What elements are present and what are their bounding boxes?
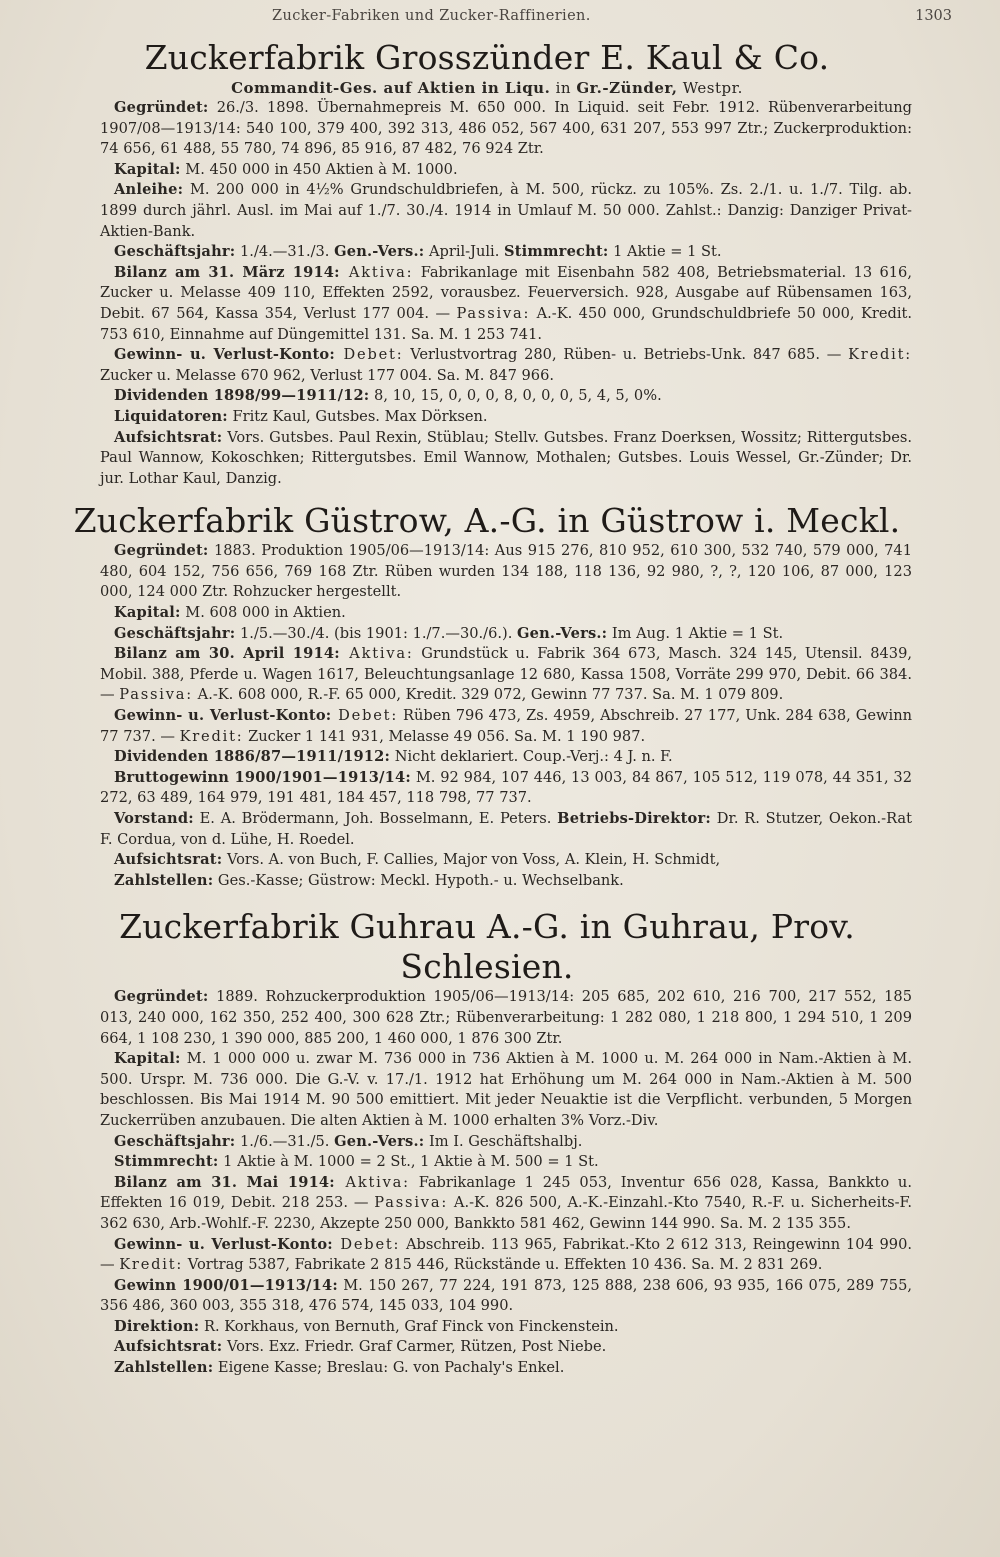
label: Stimmrecht:	[114, 1153, 219, 1171]
passiva-label: Passiva:	[374, 1194, 449, 1212]
label: Gewinn- u. Verlust-Konto:	[114, 707, 332, 725]
text: M. 200 000 in 4½% Grundschuldbriefen, à M. 500, rückz. zu 105%. Zs. 2./1. u. 1./7. Tilg. ab. 1899 durch jährl. Ausl. im Mai auf 1./7. 30./4. 1914 in Umlauf M. 50 000. Zahlst.: Danzig: Danziger Privat-Aktien-Bank.	[100, 181, 912, 240]
text: M. 92 984, 107 446, 13 003, 84 867, 105 512, 119 078, 44 351, 32 272, 63 489, 164 979, 191 481, 184 457, 118 798, 77 737.	[100, 768, 912, 807]
label: Zahlstellen:	[114, 1359, 214, 1377]
label: Betriebs-Direktor:	[557, 810, 711, 827]
para-kapital	[62, 160, 912, 181]
text: Grundstück u. Fabrik 364 673, Masch. 324 145, Utensil. 8439, Mobil. 388, Pferde u. Wagen 1617, Beleuchtungsanlage 12 680, Kassa 1508, Vorräte 299 970, Debit. 66 384. —	[100, 645, 912, 704]
text: Eigene Kasse; Breslau: G. von Pachaly's Enkel.	[213, 1359, 565, 1377]
text: A.-K. 450 000, Grundschuldbriefe 50 000, Kredit. 753 610, Einnahme auf Düngemittel 131. Sa. M. 1 253 741.	[100, 304, 912, 343]
text: Zucker 1 141 931, Melasse 49 056. Sa. M. 1 190 987.	[243, 727, 646, 745]
text: Im I. Geschäftshalbj.	[424, 1132, 583, 1150]
text: April-Juli.	[424, 243, 504, 261]
label: Geschäftsjahr:	[114, 624, 236, 642]
text: 1889. Rohzuckerproduktion 1905/06—1913/14: 205 685, 202 610, 216 700, 217 552, 185 013, 240 000, 162 350, 252 400, 300 628 Ztr.; Rübenverarbeitung: 1 282 080, 1 218 800, 1 294 510, 1 209 664, 1 108 230, 1 390 000, 885 200, 1 460 000, 1 876 300 Ztr.	[100, 988, 912, 1047]
label: Gewinn- u. Verlust-Konto:	[114, 1235, 333, 1253]
aktiva-label: Aktiva:	[339, 263, 414, 281]
text: 1./6.—31./5.	[235, 1132, 335, 1150]
para-bilanz	[62, 1173, 912, 1235]
text: Verlustvortrag 280, Rüben- u. Betriebs-Unk. 847 685. —	[403, 346, 849, 364]
text: 1 Aktie à M. 1000 = 2 St., 1 Aktie à M. 500 = 1 St.	[218, 1153, 599, 1171]
label: Kapital:	[114, 1050, 181, 1068]
para-gewinn-verlust	[62, 345, 912, 386]
para-dividenden	[62, 386, 912, 407]
para-kapital	[62, 1049, 912, 1131]
kredit-label: Kredit:	[119, 1256, 184, 1274]
para-aufsichtsrat	[62, 1337, 912, 1358]
para-dividenden	[62, 747, 912, 768]
passiva-label: Passiva:	[456, 304, 531, 322]
text: Im Aug. 1 Aktie = 1 St.	[607, 624, 784, 642]
entry-title: Zuckerfabrik Güstrow, A.-G. in Güstrow i. Meckl.	[73, 501, 901, 541]
kredit-label: Kredit:	[179, 727, 244, 745]
para-gegruendet	[62, 98, 912, 160]
text: 1./5.—30./4. (bis 1901: 1./7.—30./6.).	[235, 624, 517, 642]
label: Kapital:	[114, 604, 181, 622]
para-gegruendet	[62, 987, 912, 1049]
para-gewinn-verlust	[62, 1235, 912, 1276]
text: Dr. R. Stutzer, Oekon.-Rat F. Cordua, von d. Lühe, H. Roedel.	[100, 810, 912, 848]
label: Aufsichtsrat:	[114, 1338, 223, 1356]
para-bilanz	[62, 263, 912, 345]
legal-form: Commandit-Ges. auf Aktien in Liqu.	[231, 79, 551, 97]
text: R. Korkhaus, von Bernuth, Graf Finck von Finckenstein.	[199, 1317, 619, 1335]
entry-title	[62, 907, 912, 987]
text: Vors. A. von Buch, F. Callies, Major von Voss, A. Klein, H. Schmidt,	[222, 851, 721, 869]
para-kapital	[62, 603, 912, 624]
label: Gegründet:	[114, 988, 209, 1006]
text: 26./3. 1898. Übernahmepreis M. 650 000. In Liquid. seit Febr. 1912. Rübenverarbeitung 1907/08—1913/14: 540 100, 379 400, 392 313, 486 052, 567 400, 631 207, 553 997 Ztr.; Zuckerproduktion: 74 656, 61 488, 55 780, 74 896, 85 916, 87 482, 76 924 Ztr.	[100, 99, 912, 158]
entry-title: Zuckerfabrik Grosszünder E. Kaul & Co.	[144, 38, 830, 77]
para-liquidatoren	[62, 407, 912, 428]
label: Bilanz am 31. März 1914:	[114, 263, 340, 281]
para-gewinn-verlust	[62, 706, 912, 747]
running-title: Zucker-Fabriken und Zucker-Raffinerien.	[272, 8, 591, 24]
label: Zahlstellen:	[114, 871, 214, 889]
para-geschaeftsjahr	[62, 624, 912, 645]
label: Bilanz am 31. Mai 1914:	[114, 1173, 335, 1191]
label: Vorstand:	[114, 810, 194, 827]
text: E. A. Brödermann, Joh. Bosselmann, E. Peters.	[193, 810, 558, 827]
passiva-label: Passiva:	[119, 686, 194, 704]
text: Vortrag 5387, Fabrikate 2 815 446, Rückstände u. Effekten 10 436. Sa. M. 2 831 269.	[183, 1256, 823, 1274]
label: Gewinn- u. Verlust-Konto:	[114, 346, 335, 364]
label: Dividenden 1886/87—1911/1912:	[114, 748, 391, 766]
text: A.-K. 608 000, R.-F. 65 000, Kredit. 329 072, Gewinn 77 737. Sa. M. 1 079 809.	[193, 686, 784, 704]
subtitle-place: Gr.-Zünder,	[576, 79, 678, 97]
debet-label: Debet:	[334, 346, 404, 364]
kredit-label: Kredit:	[848, 346, 912, 364]
entry-guestrow	[62, 501, 912, 891]
title-main: Zuckerfabrik Guhrau A.-G. in Guhrau,	[119, 907, 761, 947]
para-bruttogewinn	[62, 768, 912, 809]
para-zahlstellen	[62, 1358, 912, 1379]
para-anleihe	[62, 180, 912, 242]
aktiva-label: Aktiva:	[334, 1173, 410, 1191]
text: Fritz Kaul, Gutsbes. Max Dörksen.	[227, 407, 488, 425]
text: M. 608 000 in Aktien.	[180, 604, 346, 622]
para-aufsichtsrat	[62, 428, 912, 490]
para-geschaeftsjahr	[62, 1132, 912, 1153]
label: Kapital:	[114, 160, 181, 178]
text: Ges.-Kasse; Güstrow: Meckl. Hypoth.- u. Wechselbank.	[213, 871, 624, 889]
text: Rüben 796 473, Zs. 4959, Abschreib. 27 177, Unk. 284 638, Gewinn 77 737. —	[100, 707, 912, 745]
label: Dividenden 1898/99—1911/12:	[114, 387, 370, 405]
text: Zucker u. Melasse 670 962, Verlust 177 004. Sa. M. 847 966.	[100, 366, 554, 384]
para-zahlstellen	[62, 871, 912, 892]
title-tail: Prov. Schlesien.	[400, 907, 855, 987]
para-aufsichtsrat	[62, 850, 912, 871]
text: 1./4.—31./3.	[235, 243, 335, 261]
subtitle-in: in	[550, 79, 577, 97]
label: Direktion:	[114, 1317, 200, 1335]
label: Aufsichtsrat:	[114, 428, 223, 446]
debet-label: Debet:	[331, 707, 399, 725]
label: Liquidatoren:	[114, 407, 228, 425]
text: 1883. Produktion 1905/06—1913/14: Aus 915 276, 810 952, 610 300, 532 740, 579 000, 741 480, 604 152, 756 656, 769 168 Ztr. Rüben wurden 134 188, 118 136, 92 980, ?, ?, 120 106, 87 000, 123 000, 124 000 Ztr. Rohzucker hergestellt.	[100, 542, 912, 601]
label: Gen.-Vers.:	[334, 1132, 425, 1150]
text: M. 1 000 000 u. zwar M. 736 000 in 736 Aktien à M. 1000 u. M. 264 000 in Nam.-Aktien à M. 500. Urspr. M. 736 000. Die G.-V. v. 17./1. 1912 hat Erhöhung um M. 264 000 in Nam.-Aktien à M. 500 beschlossen. Bis Mai 1914 M. 90 500 emittiert. Mit jeder Neuaktie ist die Verpflicht. verbunden, 5 Morgen Zuckerrüben anzubauen. Die alten Aktien à M. 1000 erhalten 3% Vorz.-Div.	[100, 1050, 912, 1129]
label: Gen.-Vers.:	[516, 624, 608, 642]
text: Fabrikanlage 1 245 053, Inventur 656 028, Kassa, Bankkto u. Effekten 16 019, Debit. 218 253. —	[100, 1173, 912, 1212]
para-stimmrecht	[62, 1152, 912, 1173]
text: Abschreib. 113 965, Fabrikat.-Kto 2 612 313, Reingewinn 104 990. —	[100, 1235, 912, 1274]
label: Geschäftsjahr:	[114, 243, 236, 261]
label: Gegründet:	[114, 542, 209, 560]
para-vorstand	[62, 809, 912, 850]
entry-subtitle	[62, 78, 912, 98]
debet-label: Debet:	[332, 1235, 401, 1253]
label: Aufsichtsrat:	[114, 851, 223, 869]
page-number: 1303	[915, 8, 952, 24]
para-geschaeftsjahr	[62, 242, 912, 263]
label: Stimmrecht:	[503, 243, 609, 261]
running-header	[62, 0, 952, 38]
label: Anleihe:	[114, 181, 184, 199]
text: A.-K. 826 500, A.-K.-Einzahl.-Kto 7540, R.-F. u. Sicherheits-F. 362 630, Arb.-Wohlf.-F. 2230, Akzepte 250 000, Bankkto 581 462, Gewinn 144 990. Sa. M. 2 135 355.	[100, 1194, 913, 1232]
label: Bruttogewinn 1900/1901—1913/14:	[114, 768, 411, 786]
text: Nicht deklariert. Coup.-Verj.: 4 J. n. F.	[390, 748, 673, 766]
para-gegruendet	[62, 541, 912, 603]
text: Fabrikanlage mit Eisenbahn 582 408, Betriebsmaterial. 13 616, Zucker u. Melasse 409 110, Effekten 2592, vorausbez. Feuerversich. 928, Ausgabe auf Rübensamen 163, Debit. 67 564, Kassa 354, Verlust 177 004. —	[100, 263, 912, 322]
entry-grosszuender	[62, 38, 912, 489]
para-bilanz	[62, 644, 912, 706]
text: M. 450 000 in 450 Aktien à M. 1000.	[180, 160, 458, 178]
text: Vors. Exz. Friedr. Graf Carmer, Rützen, Post Niebe.	[222, 1338, 607, 1356]
text: 1 Aktie = 1 St.	[608, 243, 722, 261]
label: Geschäftsjahr:	[114, 1132, 236, 1150]
entry-guhrau	[62, 907, 912, 1378]
text: M. 150 267, 77 224, 191 873, 125 888, 238 606, 93 935, 166 075, 289 755, 356 486, 360 003, 355 318, 476 574, 145 033, 104 990.	[100, 1276, 912, 1315]
subtitle-region: Westpr.	[677, 79, 743, 97]
text: Vors. Gutsbes. Paul Rexin, Stüblau; Stellv. Gutsbes. Franz Doerksen, Wossitz; Rittergutsbes. Paul Wannow, Kokoschken; Rittergutsbes. Emil Wannow, Mothalen; Gutsbes. Louis Wessel, Gr.-Zünder; Dr. jur. Lothar Kaul, Danzig.	[100, 428, 912, 487]
para-gewinn	[62, 1276, 912, 1317]
label: Gen.-Vers.:	[334, 243, 425, 261]
label: Gewinn 1900/01—1913/14:	[114, 1276, 338, 1294]
label: Bilanz am 30. April 1914:	[114, 645, 340, 663]
text: 8, 10, 15, 0, 0, 0, 8, 0, 0, 0, 5, 4, 5, 0%.	[369, 387, 662, 405]
aktiva-label: Aktiva:	[339, 645, 414, 663]
label: Gegründet:	[114, 99, 209, 116]
para-direktion	[62, 1317, 912, 1338]
